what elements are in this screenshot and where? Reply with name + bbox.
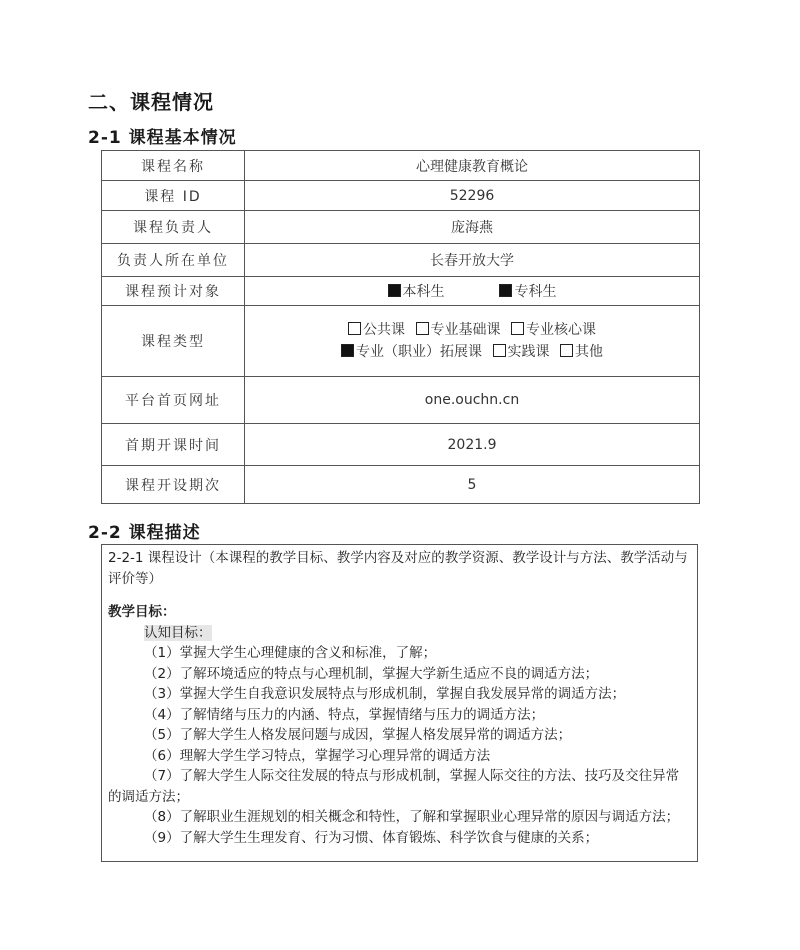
teaching-goal-heading: 教学目标：: [108, 604, 176, 620]
audience-option-junior-college[interactable]: 专科生: [499, 284, 556, 300]
course-info-table: [101, 150, 700, 504]
table-row: [102, 211, 700, 244]
course-type-option-practice[interactable]: 实践课: [493, 344, 550, 360]
table-row: [102, 424, 700, 466]
term-count-label: 课程开设期次: [102, 466, 245, 504]
list-item: （1）掌握大学生心理健康的含义和标准，了解；: [144, 645, 437, 661]
checkbox-empty-icon[interactable]: [511, 322, 524, 335]
checkbox-empty-icon[interactable]: [348, 322, 361, 335]
list-item: （6）理解大学生学习特点，掌握学习心理异常的调适方法: [144, 747, 491, 764]
course-owner-label: 课程负责人: [102, 211, 245, 244]
table-row: [102, 151, 700, 181]
course-owner-value: 庞海燕: [245, 211, 700, 244]
term-count-value: 5: [245, 466, 700, 504]
course-type-options: [245, 306, 700, 377]
course-name-value: 心理健康教育概论: [245, 151, 700, 181]
course-type-option-public[interactable]: 公共课: [348, 322, 405, 338]
audience-options: [245, 277, 700, 306]
course-description-box: [101, 544, 698, 862]
course-type-option-other[interactable]: 其他: [560, 344, 603, 360]
description-intro: 2-2-1 课程设计（本课程的教学目标、教学内容及对应的教学资源、教学设计与方法、教学活动与评价等）: [108, 550, 688, 587]
table-row: [102, 277, 700, 306]
checkbox-checked-icon[interactable]: [499, 284, 512, 297]
platform-url-value[interactable]: one.ouchn.cn: [245, 377, 700, 424]
first-term-label: 首期开课时间: [102, 424, 245, 466]
section-title: 二、课程情况: [88, 90, 214, 114]
checkbox-empty-icon[interactable]: [416, 322, 429, 335]
list-item: （5）了解大学生人格发展问题与成因，掌握人格发展异常的调适方法；: [144, 727, 572, 743]
checkbox-checked-icon[interactable]: [341, 344, 354, 357]
course-name-label: 课程名称: [102, 151, 245, 181]
list-item: （2）了解环境适应的特点与心理机制，掌握大学新生适应不良的调适方法；: [144, 665, 599, 682]
subsection-title-description: 2-2 课程描述: [88, 523, 201, 543]
table-row: [102, 244, 700, 277]
course-type-option-extension[interactable]: 专业（职业）拓展课: [341, 344, 482, 360]
course-type-option-major-core[interactable]: 专业核心课: [511, 322, 596, 338]
list-item: （9）了解大学生生理发育、行为习惯、体育锻炼、科学饮食与健康的关系；: [144, 829, 599, 846]
table-row: [102, 377, 700, 424]
table-row: [102, 306, 700, 377]
owner-unit-label: 负责人所在单位: [102, 244, 245, 277]
checkbox-empty-icon[interactable]: [493, 344, 506, 357]
course-type-label: 课程类型: [102, 306, 245, 377]
list-item: （7）了解大学生人际交往发展的特点与形成机制，掌握人际交往的方法、技巧及交往异常的调适方法；: [108, 768, 680, 805]
audience-label: 课程预计对象: [102, 277, 245, 306]
first-term-value: 2021.9: [245, 424, 700, 466]
checkbox-empty-icon[interactable]: [560, 344, 573, 357]
cognitive-goal-heading: 认知目标：: [144, 624, 212, 641]
course-type-option-major-basic[interactable]: 专业基础课: [416, 322, 501, 338]
checkbox-checked-icon[interactable]: [388, 284, 401, 297]
audience-option-undergrad[interactable]: 本科生: [388, 284, 445, 300]
list-item: （4）了解情绪与压力的内涵、特点，掌握情绪与压力的调适方法；: [144, 706, 545, 723]
subsection-title-basic-info: 2-1 课程基本情况: [88, 128, 237, 148]
list-item: （8）了解职业生涯规划的相关概念和特性，了解和掌握职业心理异常的原因与调适方法；: [144, 809, 680, 825]
course-id-value: 52296: [245, 181, 700, 211]
owner-unit-value: 长春开放大学: [245, 244, 700, 277]
table-row: [102, 181, 700, 211]
platform-url-label: 平台首页网址: [102, 377, 245, 424]
list-item: （3）掌握大学生自我意识发展特点与形成机制，掌握自我发展异常的调适方法；: [144, 686, 626, 702]
course-id-label: 课程 ID: [102, 181, 245, 211]
table-row: [102, 466, 700, 504]
